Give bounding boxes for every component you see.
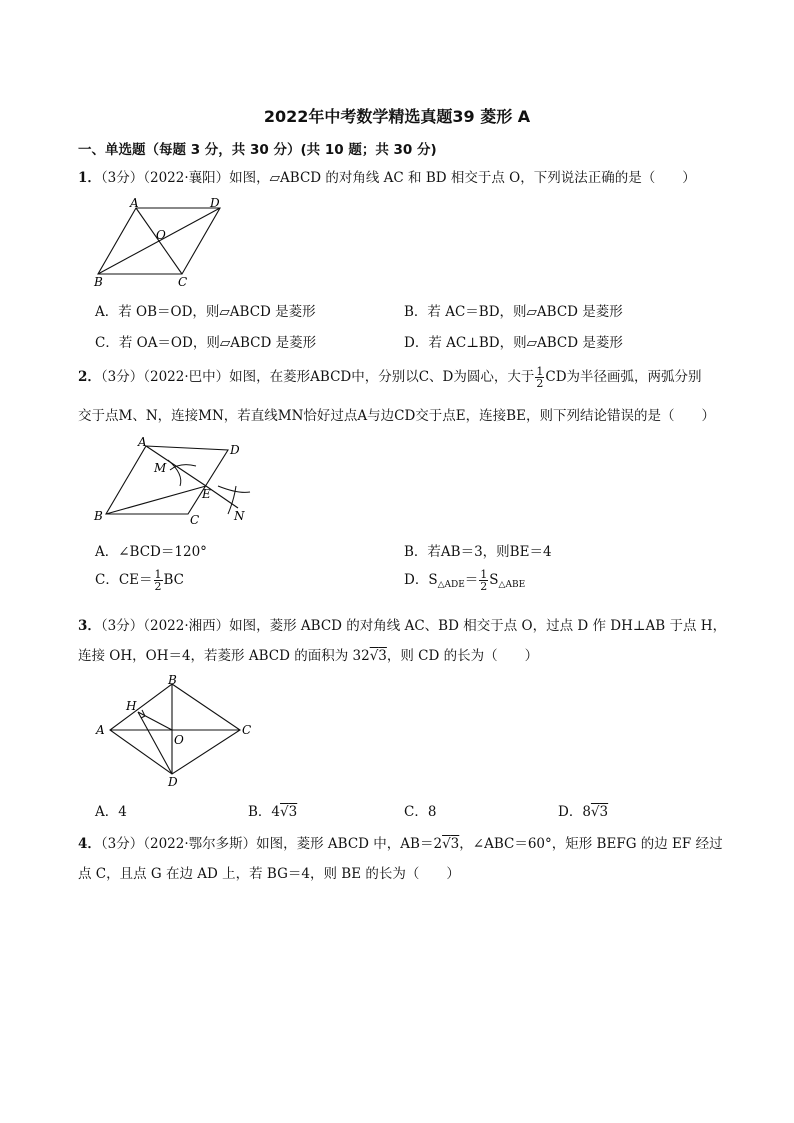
subscript: △ADE [437,580,465,590]
option-b[interactable]: B．若 AC＝BD，则▱ABCD 是菱形 [404,304,623,320]
option-c[interactable] [95,568,184,592]
point-label: B [94,275,103,289]
option-text: B．4 [248,804,281,820]
fraction-numerator: 1 [154,568,162,581]
sqrt-value: 3 [378,648,387,664]
option-d[interactable] [558,800,608,820]
option-text: C．CE＝ [95,572,153,588]
question-2-stem-line2: 交于点M、N，连接MN，若直线MN恰好过点A与边CD交于点E，连接BE，则下列结论错误的是（ ） [78,408,715,424]
point-label: D [230,443,240,457]
question-text: （3分）（2022·巴中）如图，在菱形ABCD中，分别以C、D为圆心，大于 [100,369,535,385]
fraction-denominator: 2 [536,377,544,390]
question-number: 3． [78,618,101,634]
question-text: ，∠ABC＝60°，矩形 BEFG 的边 EF 经过 [459,836,723,852]
option-text: D．S [404,572,438,588]
option-d[interactable]: D．若 AC⊥BD，则▱ABCD 是菱形 [404,335,623,351]
option-a[interactable]: A．4 [95,804,127,820]
section-heading: 一、单选题（每题 3 分，共 30 分）(共 10 题；共 30 分) [78,142,437,158]
question-text: ，则 CD 的长为（ ） [386,648,539,664]
rhombus-arcs-figure [88,434,258,530]
fraction-numerator: 1 [536,365,544,378]
question-3-stem-line1 [78,614,726,634]
question-text: （3分）（2022·襄阳）如图，▱ABCD 的对角线 AC 和 BD 相交于点 O，下列说法正确的是（ ） [100,170,696,186]
point-label: B [94,509,103,523]
point-label: O [174,733,184,747]
point-label: N [234,509,245,523]
option-c[interactable]: C．8 [404,804,437,820]
question-number: 2． [78,369,101,385]
subscript: △ABE [498,580,526,590]
question-text: CD为半径画弧，两弧分别 [545,369,702,385]
option-text: D．8 [558,804,591,820]
sqrt-value: 3 [599,804,609,820]
fraction [154,569,163,592]
option-text: ＝ [464,572,479,588]
point-label: A [96,723,105,737]
question-3-stem-line2 [78,644,538,664]
rhombus-figure [92,674,262,790]
parallelogram-figure [88,196,248,292]
question-text: （3分）（2022·湘西）如图，菱形 ABCD 的对角线 AC、BD 相交于点 O，过点 D 作 DH⊥AB 于点 H， [100,618,727,634]
point-label: E [202,487,211,501]
question-2-stem-line1 [78,366,702,389]
point-label: B [168,674,177,687]
option-b[interactable]: B．若AB＝3，则BE＝4 [404,544,552,560]
point-label: C [242,723,252,737]
point-label: O [156,228,166,242]
point-label: A [138,435,147,449]
option-a[interactable]: A．若 OB＝OD，则▱ABCD 是菱形 [95,304,316,320]
point-label: D [210,196,220,210]
point-label: H [126,699,137,713]
option-b[interactable] [248,800,297,820]
point-label: A [130,196,139,210]
option-d[interactable] [404,568,525,592]
question-number: 1． [78,170,101,186]
sqrt: √3 [442,836,460,852]
fraction [479,569,488,592]
fraction-denominator: 2 [154,580,162,593]
option-c[interactable]: C．若 OA＝OD，则▱ABCD 是菱形 [95,335,317,351]
option-text: BC [163,572,185,588]
option-text: S [489,572,499,588]
question-text: 连接 OH，OH＝4，若菱形 ABCD 的面积为 32 [78,648,370,664]
fraction-denominator: 2 [480,580,488,593]
sqrt: √3 [369,648,387,664]
question-1-stem [78,166,696,186]
document-title: 2022年中考数学精选真题39 菱形 A [263,107,531,126]
question-text: （3分）（2022·鄂尔多斯）如图，菱形 ABCD 中，AB＝2 [100,836,443,852]
point-label: C [190,513,200,527]
sqrt: √3 [590,804,609,820]
point-label: C [178,275,188,289]
question-4-stem-line2: 点 C，且点 G 在边 AD 上，若 BG＝4，则 BE 的长为（ ） [78,866,460,882]
sqrt-value: 3 [450,836,460,852]
point-label: M [154,461,167,475]
question-number: 4． [78,836,101,852]
sqrt: √3 [280,804,298,820]
option-a[interactable]: A．∠BCD＝120° [95,544,207,560]
sqrt-value: 3 [288,804,298,820]
fraction-numerator: 1 [480,568,488,581]
question-4-stem-line1 [78,832,723,852]
point-label: D [168,775,178,789]
fraction [535,366,544,389]
